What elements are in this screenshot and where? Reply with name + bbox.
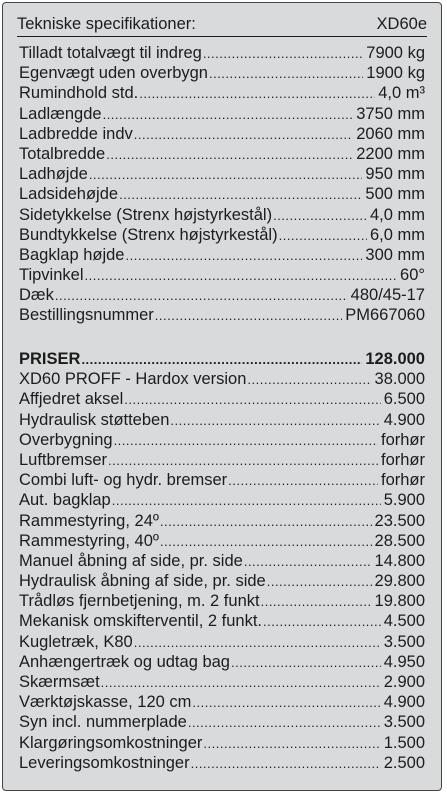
price-row-value: forhør bbox=[380, 450, 425, 469]
price-row bbox=[19, 450, 425, 470]
spec-row-label: Sidetykkelse (Strenx højstyrkestål) bbox=[19, 205, 273, 224]
price-row bbox=[19, 591, 425, 611]
price-row bbox=[19, 611, 425, 631]
spec-title: Tekniske specifikationer: bbox=[17, 15, 196, 33]
leader-dots bbox=[170, 411, 380, 431]
spec-row bbox=[19, 225, 425, 245]
leader-dots bbox=[188, 713, 381, 733]
leader-dots bbox=[134, 633, 381, 653]
leader-dots bbox=[85, 266, 398, 286]
price-row-label: Rammestyring, 24º bbox=[19, 511, 159, 530]
spec-row bbox=[19, 63, 425, 83]
spec-row bbox=[19, 305, 425, 325]
spec-row-label: Dæk bbox=[19, 286, 54, 305]
price-row bbox=[19, 389, 425, 409]
spec-row-value: 4,0 mm bbox=[369, 205, 425, 224]
price-row-label: Syn incl. nummerplade bbox=[19, 713, 187, 732]
price-row-label: Hydraulisk åbning af side, pr. side bbox=[19, 572, 266, 591]
leader-dots bbox=[106, 145, 353, 165]
spec-row bbox=[19, 43, 425, 63]
leader-dots bbox=[273, 206, 367, 226]
price-list bbox=[19, 349, 425, 773]
price-row-value: 4.950 bbox=[383, 652, 425, 671]
leader-dots bbox=[231, 653, 381, 673]
spec-row bbox=[19, 83, 425, 103]
price-row bbox=[19, 531, 425, 551]
price-row-value: 3.500 bbox=[383, 713, 425, 732]
price-row-label: Skærmsæt bbox=[19, 673, 100, 691]
spec-row bbox=[19, 144, 425, 164]
spec-row-value: 4,0 m³ bbox=[378, 84, 425, 103]
leader-dots bbox=[191, 754, 381, 774]
spec-row-label: Ladbredde indv bbox=[19, 124, 133, 143]
leader-dots bbox=[228, 471, 378, 491]
leader-dots bbox=[134, 125, 353, 145]
spec-row bbox=[19, 184, 425, 204]
spec-row-value: 1900 kg bbox=[366, 64, 425, 83]
price-row-value: 2.500 bbox=[383, 753, 425, 772]
leader-dots bbox=[103, 105, 354, 125]
price-row-value: 3.500 bbox=[383, 632, 425, 651]
price-row bbox=[19, 672, 425, 692]
leader-dots bbox=[126, 246, 363, 266]
leader-dots bbox=[160, 532, 372, 552]
leader-dots bbox=[263, 612, 381, 632]
price-row-value: 14.800 bbox=[374, 551, 425, 570]
price-row-label: Trådløs fjernbetjening, m. 2 funkt bbox=[19, 592, 260, 611]
price-row-label: Hydraulisk støtteben bbox=[19, 410, 170, 429]
spec-row-label: Ladlængde bbox=[19, 104, 102, 123]
spec-price-card bbox=[2, 2, 442, 791]
price-row bbox=[19, 632, 425, 652]
leader-dots bbox=[114, 431, 378, 451]
spec-header bbox=[17, 9, 427, 37]
price-row-label: Aut. bagklap bbox=[19, 491, 111, 510]
model-name: XD60e bbox=[376, 15, 427, 33]
leader-dots bbox=[192, 693, 380, 713]
price-row bbox=[19, 551, 425, 571]
price-row-label: Værktøjskasse, 120 cm bbox=[19, 693, 192, 712]
leader-dots bbox=[81, 350, 362, 370]
price-row bbox=[19, 430, 425, 450]
price-row bbox=[19, 712, 425, 732]
leader-dots bbox=[209, 64, 363, 84]
price-row bbox=[19, 753, 425, 773]
leader-dots bbox=[124, 390, 380, 410]
price-row-value: forhør bbox=[380, 471, 425, 490]
leader-dots bbox=[267, 572, 372, 592]
price-row-label: Combi luft- og hydr. bremser bbox=[19, 471, 228, 490]
price-row-label: Rammestyring, 40º bbox=[19, 531, 159, 550]
spec-row bbox=[19, 164, 425, 184]
price-row bbox=[19, 490, 425, 510]
leader-dots bbox=[244, 552, 372, 572]
price-row-label: Anhængertræk og udtag bag bbox=[19, 652, 230, 671]
leader-dots bbox=[119, 185, 362, 205]
spec-row bbox=[19, 124, 425, 144]
leader-dots bbox=[261, 592, 372, 612]
spec-row bbox=[19, 265, 425, 285]
spec-row-value: PM667060 bbox=[345, 306, 425, 325]
price-row bbox=[19, 571, 425, 591]
leader-dots bbox=[139, 84, 375, 104]
price-row-value: 19.800 bbox=[374, 592, 425, 611]
price-row-value: 2.900 bbox=[383, 673, 425, 691]
price-row bbox=[19, 369, 425, 389]
spec-row bbox=[19, 285, 425, 305]
spec-row-value: 6,0 mm bbox=[369, 225, 425, 244]
spec-row-value: 480/45-17 bbox=[350, 286, 425, 305]
price-row-value: 4.900 bbox=[383, 410, 425, 429]
price-row bbox=[19, 733, 425, 753]
price-row-label: Klargøringsomkostninger bbox=[19, 733, 203, 752]
price-row-value: 4.900 bbox=[383, 693, 425, 712]
leader-dots bbox=[279, 226, 367, 246]
price-row-label: Mekanisk omskifterventil, 2 funkt. bbox=[19, 612, 263, 631]
leader-dots bbox=[247, 370, 371, 390]
leader-dots bbox=[155, 306, 342, 326]
price-row bbox=[19, 410, 425, 430]
price-row-label: Affjedret aksel bbox=[19, 390, 124, 409]
spec-row-label: Totalbredde bbox=[19, 144, 106, 163]
price-row-label: Leveringsomkostninger bbox=[19, 753, 190, 772]
leader-dots bbox=[112, 491, 381, 511]
spec-row-label: Tipvinkel bbox=[19, 266, 84, 285]
price-row-label: Luftbremser bbox=[19, 450, 108, 469]
spec-row-label: Ladhøjde bbox=[19, 165, 88, 184]
price-row-label: Overbygning bbox=[19, 430, 113, 449]
spec-row bbox=[19, 104, 425, 124]
price-row-label: Kugletræk, K80 bbox=[19, 632, 133, 651]
spec-row-value: 3750 mm bbox=[356, 104, 425, 123]
price-row-value: 1.500 bbox=[383, 733, 425, 752]
price-row-value: 38.000 bbox=[374, 370, 425, 389]
leader-dots bbox=[101, 673, 381, 693]
spec-row bbox=[19, 245, 425, 265]
spec-row-label: Bundtykkelse (Strenx højstyrkestål) bbox=[19, 225, 278, 244]
price-row bbox=[19, 511, 425, 531]
price-row-value: forhør bbox=[380, 430, 425, 449]
price-row bbox=[19, 470, 425, 490]
spec-row-value: 500 mm bbox=[365, 185, 425, 204]
prices-heading-label: PRISER bbox=[19, 350, 81, 368]
spec-row-value: 7900 kg bbox=[366, 44, 425, 62]
price-row-value: 29.800 bbox=[374, 572, 425, 591]
leader-dots bbox=[203, 44, 363, 64]
price-row-value: 4.500 bbox=[383, 612, 425, 631]
spec-row-value: 300 mm bbox=[365, 245, 425, 264]
price-row-value: 28.500 bbox=[374, 531, 425, 550]
spec-row bbox=[19, 205, 425, 225]
spec-list bbox=[19, 43, 425, 326]
spec-row-value: 2200 mm bbox=[356, 144, 425, 163]
price-row bbox=[19, 652, 425, 672]
price-row bbox=[19, 692, 425, 712]
price-row-value: 5.900 bbox=[383, 491, 425, 510]
spec-row-label: Tilladt totalvægt til indreg bbox=[19, 44, 202, 62]
leader-dots bbox=[203, 734, 380, 754]
spec-row-value: 950 mm bbox=[365, 165, 425, 184]
price-row-value: 6.500 bbox=[383, 390, 425, 409]
leader-dots bbox=[160, 512, 372, 532]
leader-dots bbox=[89, 165, 363, 185]
leader-dots bbox=[55, 286, 348, 306]
spec-row-label: Bestillingsnummer bbox=[19, 306, 154, 325]
spec-row-value: 2060 mm bbox=[356, 124, 425, 143]
spec-row-label: Rumindhold std. bbox=[19, 84, 139, 103]
price-row-label: Manuel åbning af side, pr. side bbox=[19, 551, 243, 570]
prices-total-value: 128.000 bbox=[365, 350, 425, 368]
spec-row-label: Ladsidehøjde bbox=[19, 185, 119, 204]
spec-row-label: Bagklap højde bbox=[19, 245, 125, 264]
price-row-label: XD60 PROFF - Hardox version bbox=[19, 370, 247, 389]
prices-heading-row bbox=[19, 349, 425, 369]
spec-row-label: Egenvægt uden overbygn bbox=[19, 64, 208, 83]
leader-dots bbox=[108, 451, 378, 471]
price-row-value: 23.500 bbox=[374, 511, 425, 530]
spec-row-value: 60° bbox=[400, 266, 425, 285]
